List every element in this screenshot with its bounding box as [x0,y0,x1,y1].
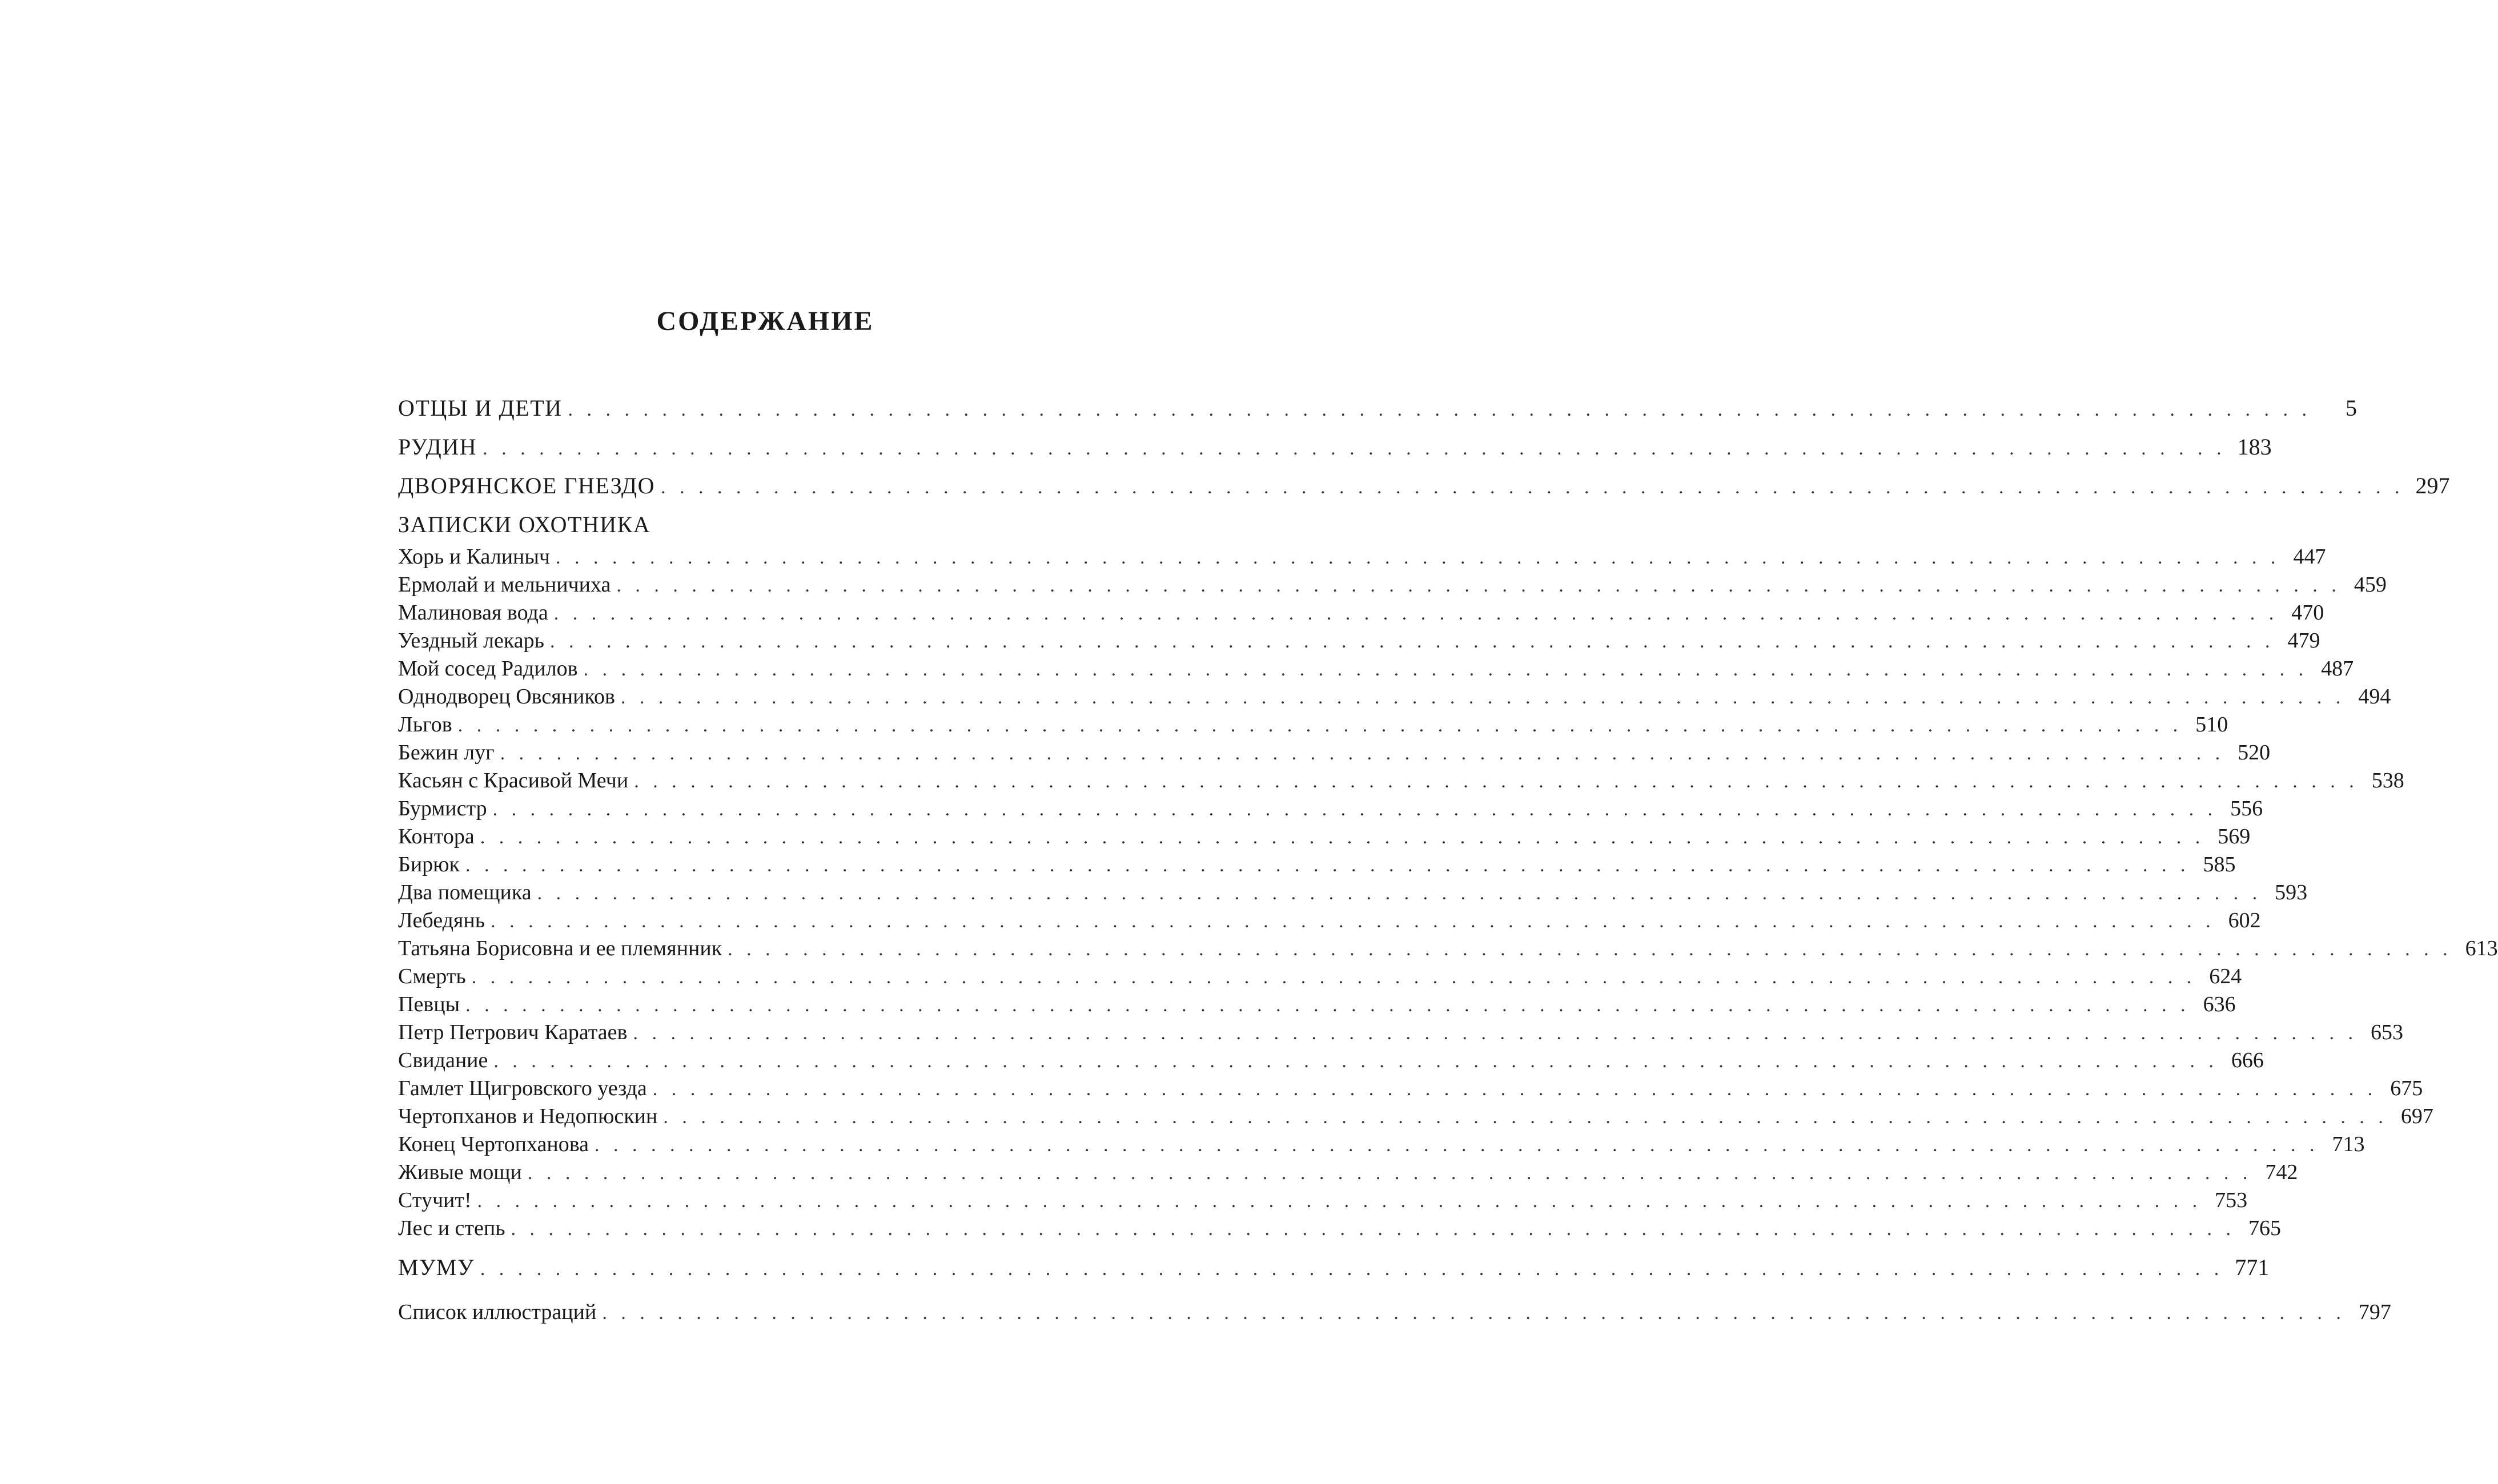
leader-dots: . . . . . . . . . . . . . . . . . . . . . . . . . . . . . . . . . . . . . . . . . . . . . . . . . . . . . . . . . . . . . . . . . . . . . . . . . . . . . . . . . . . . . . . . . . . . [583,659,2308,680]
toc-entry[interactable] [398,851,2236,879]
toc-entry[interactable] [398,571,2387,599]
toc-entry-title: Певцы [398,992,460,1016]
toc-page-number: 494 [2358,685,2391,709]
toc-entry-title: Льгов [398,713,452,737]
toc-entry-title: Бирюк [398,852,460,876]
toc-entry[interactable] [398,1047,2264,1075]
toc-entry[interactable] [398,543,2326,571]
leader-dots: . . . . . . . . . . . . . . . . . . . . . . . . . . . . . . . . . . . . . . . . . . . . . . . . . . . . . . . . . . . . . . . . . . . . . . . . . . . . . . . . . . . . . . . . . . . . [465,855,2190,876]
toc-entry[interactable] [398,1103,2433,1131]
toc-entry[interactable] [398,823,2251,851]
toc-page-number: 479 [2287,629,2320,653]
leader-dots: . . . . . . . . . . . . . . . . . . . . . . . . . . . . . . . . . . . . . . . . . . . . . . . . . . . . . . . . . . . . . . . . . . . . . . . . . . . . . . . . . . . . . . . . . . . . [457,715,2183,736]
toc-entry-title: Малиновая вода [398,601,548,625]
leader-dots: . . . . . . . . . . . . . . . . . . . . . . . . . . . . . . . . . . . . . . . . . . . . . . . . . . . . . . . . . . . . . . . . . . . . . . . . . . . . . . . . . . . . . . . . . . . . . [483,438,2226,459]
leader-dots: . . . . . . . . . . . . . . . . . . . . . . . . . . . . . . . . . . . . . . . . . . . . . . . . . . . . . . . . . . . . . . . . . . . . . . . . . . . . . . . . . . . . . . . . . . . . [471,967,2196,988]
toc-entry-title: Конец Чертопханова [398,1132,589,1156]
toc-entry[interactable] [398,935,2498,963]
leader-dots: . . . . . . . . . . . . . . . . . . . . . . . . . . . . . . . . . . . . . . . . . . . . . . . . . . . . . . . . . . . . . . . . . . . . . . . . . . . . . . . . . . . . . . . . . . . . [492,799,2218,820]
toc-page-number: 538 [2371,769,2404,793]
toc-entry-title: Мой сосед Радилов [398,657,578,681]
toc-entry-title: Татьяна Борисовна и ее племянник [398,936,722,960]
toc-entry-title: Стучит! [398,1188,472,1212]
toc-entry-major[interactable] [398,394,2358,422]
leader-dots: . . . . . . . . . . . . . . . . . . . . . . . . . . . . . . . . . . . . . . . . . . . . . . . . . . . . . . . . . . . . . . . . . . . . . . . . . . . . . . . . . . . . . . . . . . . . [511,1218,2236,1240]
toc-page-number: 675 [2390,1076,2423,1100]
toc-entry[interactable] [398,963,2242,991]
leader-dots: . . . . . . . . . . . . . . . . . . . . . . . . . . . . . . . . . . . . . . . . . . . . . . . . . . . . . . . . . . . . . . . . . . . . . . . . . . . . . . . . . . . . . . . . . . . . [493,1051,2218,1072]
toc-page-number: 765 [2248,1216,2282,1240]
toc-entry-title: Лес и степь [398,1216,505,1240]
toc-entry[interactable] [398,1159,2298,1187]
toc-entry[interactable] [398,599,2324,627]
toc-page-number: 771 [2235,1254,2270,1280]
toc-page-number: 742 [2265,1160,2298,1184]
toc-entry[interactable] [398,991,2236,1019]
toc-page-number: 593 [2275,880,2308,904]
toc-page-number: 470 [2291,601,2324,625]
leader-dots: . . . . . . . . . . . . . . . . . . . . . . . . . . . . . . . . . . . . . . . . . . . . . . . . . . . . . . . . . . . . . . . . . . . . . . . . . . . . . . . . . . . . . . . . . . . . [616,575,2341,596]
toc-entry-major[interactable] [398,433,2272,461]
toc-entry-title: Гамлет Щигровского уезда [398,1076,647,1100]
toc-entry-title: Хорь и Калиныч [398,545,551,569]
page-title: СОДЕРЖАНИЕ [656,306,874,336]
toc-entry-major[interactable] [398,472,2450,500]
leader-dots: . . . . . . . . . . . . . . . . . . . . . . . . . . . . . . . . . . . . . . . . . . . . . . . . . . . . . . . . . . . . . . . . . . . . . . . . . . . . . . . . . . . . . . . . . . . . [491,911,2215,932]
toc-page-number: 459 [2354,573,2387,597]
toc-page-number: 636 [2203,992,2236,1016]
leader-dots: . . . . . . . . . . . . . . . . . . . . . . . . . . . . . . . . . . . . . . . . . . . . . . . . . . . . . . . . . . . . . . . . . . . . . . . . . . . . . . . . . . . . . . . . . . . . . [602,1302,2346,1324]
leader-dots: . . . . . . . . . . . . . . . . . . . . . . . . . . . . . . . . . . . . . . . . . . . . . . . . . . . . . . . . . . . . . . . . . . . . . . . . . . . . . . . . . . . . . . . . . . . . . [661,477,2404,498]
toc-entry[interactable] [398,767,2404,795]
toc-entry-title: МУМУ [398,1254,475,1280]
toc-entry-appendix[interactable] [398,1298,2391,1326]
toc-entry-title: Бежин луг [398,741,495,765]
toc-entry[interactable] [398,739,2271,767]
toc-page-number: 666 [2231,1048,2264,1072]
toc-entry[interactable] [398,907,2261,935]
leader-dots: . . . . . . . . . . . . . . . . . . . . . . . . . . . . . . . . . . . . . . . . . . . . . . . . . . . . . . . . . . . . . . . . . . . . . . . . . . . . . . . . . . . . . . . . . . . . [553,603,2279,624]
toc-page-number: 697 [2400,1104,2433,1128]
toc-entry-title: Касьян с Красивой Мечи [398,769,629,793]
leader-dots: . . . . . . . . . . . . . . . . . . . . . . . . . . . . . . . . . . . . . . . . . . . . . . . . . . . . . . . . . . . . . . . . . . . . . . . . . . . . . . . . . . . . . . . . . . . . [500,743,2225,764]
toc-page-number: 624 [2209,964,2242,988]
toc-entry[interactable] [398,1187,2248,1214]
leader-dots: . . . . . . . . . . . . . . . . . . . . . . . . . . . . . . . . . . . . . . . . . . . . . . . . . . . . . . . . . . . . . . . . . . . . . . . . . . . . . . . . . . . . . . . . . . . . [480,827,2205,848]
toc-entry-major[interactable] [398,1253,2270,1281]
toc-page-number: 510 [2195,713,2228,737]
toc-entry-title: Контора [398,825,475,848]
toc-page-number: 556 [2230,797,2263,821]
toc-section-heading: ЗАПИСКИ ОХОТНИКА [398,512,651,537]
leader-dots: . . . . . . . . . . . . . . . . . . . . . . . . . . . . . . . . . . . . . . . . . . . . . . . . . . . . . . . . . . . . . . . . . . . . . . . . . . . . . . . . . . . . . . . . . . . . [652,1079,2377,1100]
leader-dots: . . . . . . . . . . . . . . . . . . . . . . . . . . . . . . . . . . . . . . . . . . . . . . . . . . . . . . . . . . . . . . . . . . . . . . . . . . . . . . . . . . . . . . . . . . . . [595,1135,2319,1156]
leader-dots: . . . . . . . . . . . . . . . . . . . . . . . . . . . . . . . . . . . . . . . . . . . . . . . . . . . . . . . . . . . . . . . . . . . . . . . . . . . . . . . . . . . . . . . . . . . . [537,883,2262,904]
toc-page-number: 447 [2293,545,2326,569]
table-of-contents [398,394,2498,1326]
toc-entry-title: Смерть [398,964,466,988]
toc-entry-title: Уездный лекарь [398,629,544,653]
toc-page-number: 183 [2237,434,2272,460]
toc-entry-title: Чертопханов и Недопюскин [398,1104,658,1128]
toc-page-number: 569 [2218,825,2251,848]
toc-page-number: 297 [2415,473,2450,498]
toc-page-number: 487 [2321,657,2354,681]
toc-page-number: 613 [2465,936,2498,960]
toc-entry-title: Живые мощи [398,1160,522,1184]
leader-dots: . . . . . . . . . . . . . . . . . . . . . . . . . . . . . . . . . . . . . . . . . . . . . . . . . . . . . . . . . . . . . . . . . . . . . . . . . . . . . . . . . . . . . . . . . . . . [633,1023,2358,1044]
toc-entry[interactable] [398,1131,2365,1159]
leader-dots: . . . . . . . . . . . . . . . . . . . . . . . . . . . . . . . . . . . . . . . . . . . . . . . . . . . . . . . . . . . . . . . . . . . . . . . . . . . . . . . . . . . . . . . . . . . . [663,1107,2388,1128]
leader-dots: . . . . . . . . . . . . . . . . . . . . . . . . . . . . . . . . . . . . . . . . . . . . . . . . . . . . . . . . . . . . . . . . . . . . . . . . . . . . . . . . . . . . . . . . . . . . [620,687,2346,708]
toc-page-number: 520 [2238,741,2271,765]
toc-entry[interactable] [398,1214,2282,1242]
toc-entry-title: Ермолай и мельничиха [398,573,611,597]
toc-entry[interactable] [398,683,2391,711]
toc-entry-title: Бурмистр [398,797,487,821]
toc-section-list [398,543,2498,1242]
leader-dots: . . . . . . . . . . . . . . . . . . . . . . . . . . . . . . . . . . . . . . . . . . . . . . . . . . . . . . . . . . . . . . . . . . . . . . . . . . . . . . . . . . . . . . . . . . . . [728,939,2452,960]
toc-page-number: 5 [2346,395,2358,421]
toc-entry[interactable] [398,655,2354,683]
toc-entry[interactable] [398,1075,2423,1103]
toc-entry-title: Лебедянь [398,908,485,932]
leader-dots: . . . . . . . . . . . . . . . . . . . . . . . . . . . . . . . . . . . . . . . . . . . . . . . . . . . . . . . . . . . . . . . . . . . . . . . . . . . . . . . . . . . . . . . . . . . . [634,771,2359,792]
toc-entry-title: Свидание [398,1048,488,1072]
toc-entry[interactable] [398,711,2228,739]
leader-dots: . . . . . . . . . . . . . . . . . . . . . . . . . . . . . . . . . . . . . . . . . . . . . . . . . . . . . . . . . . . . . . . . . . . . . . . . . . . . . . . . . . . . . . . . . . . . [549,631,2275,652]
toc-entry[interactable] [398,879,2308,907]
leader-dots: . . . . . . . . . . . . . . . . . . . . . . . . . . . . . . . . . . . . . . . . . . . . . . . . . . . . . . . . . . . . . . . . . . . . . . . . . . . . . . . . . . . . . . . . . . . . . [568,399,2312,420]
leader-dots: . . . . . . . . . . . . . . . . . . . . . . . . . . . . . . . . . . . . . . . . . . . . . . . . . . . . . . . . . . . . . . . . . . . . . . . . . . . . . . . . . . . . . . . . . . . . [465,995,2190,1016]
toc-entry[interactable] [398,627,2320,655]
toc-entry-title: РУДИН [398,434,477,460]
toc-page-number: 753 [2215,1188,2248,1212]
toc-page-number: 653 [2371,1020,2403,1044]
toc-entry-title: Два помещика [398,880,532,904]
toc-page-number: 585 [2203,852,2236,876]
leader-dots: . . . . . . . . . . . . . . . . . . . . . . . . . . . . . . . . . . . . . . . . . . . . . . . . . . . . . . . . . . . . . . . . . . . . . . . . . . . . . . . . . . . . . . . . . . . . [556,547,2280,568]
toc-page-number: 797 [2358,1300,2391,1324]
toc-entry-title: Список иллюстраций [398,1300,597,1324]
toc-entry-title: Петр Петрович Каратаев [398,1020,628,1044]
toc-entry[interactable] [398,1019,2403,1047]
toc-entry-title: ДВОРЯНСКОЕ ГНЕЗДО [398,473,656,498]
leader-dots: . . . . . . . . . . . . . . . . . . . . . . . . . . . . . . . . . . . . . . . . . . . . . . . . . . . . . . . . . . . . . . . . . . . . . . . . . . . . . . . . . . . . . . . . . . . . [477,1191,2202,1212]
toc-entry[interactable] [398,795,2263,823]
leader-dots: . . . . . . . . . . . . . . . . . . . . . . . . . . . . . . . . . . . . . . . . . . . . . . . . . . . . . . . . . . . . . . . . . . . . . . . . . . . . . . . . . . . . . . . . . . . . . [480,1258,2224,1280]
toc-page-number: 713 [2332,1132,2365,1156]
leader-dots: . . . . . . . . . . . . . . . . . . . . . . . . . . . . . . . . . . . . . . . . . . . . . . . . . . . . . . . . . . . . . . . . . . . . . . . . . . . . . . . . . . . . . . . . . . . . [527,1163,2252,1184]
toc-entry-title: ОТЦЫ И ДЕТИ [398,395,563,421]
toc-page-number: 602 [2228,908,2261,932]
toc-entry-title: Однодворец Овсяников [398,685,615,709]
